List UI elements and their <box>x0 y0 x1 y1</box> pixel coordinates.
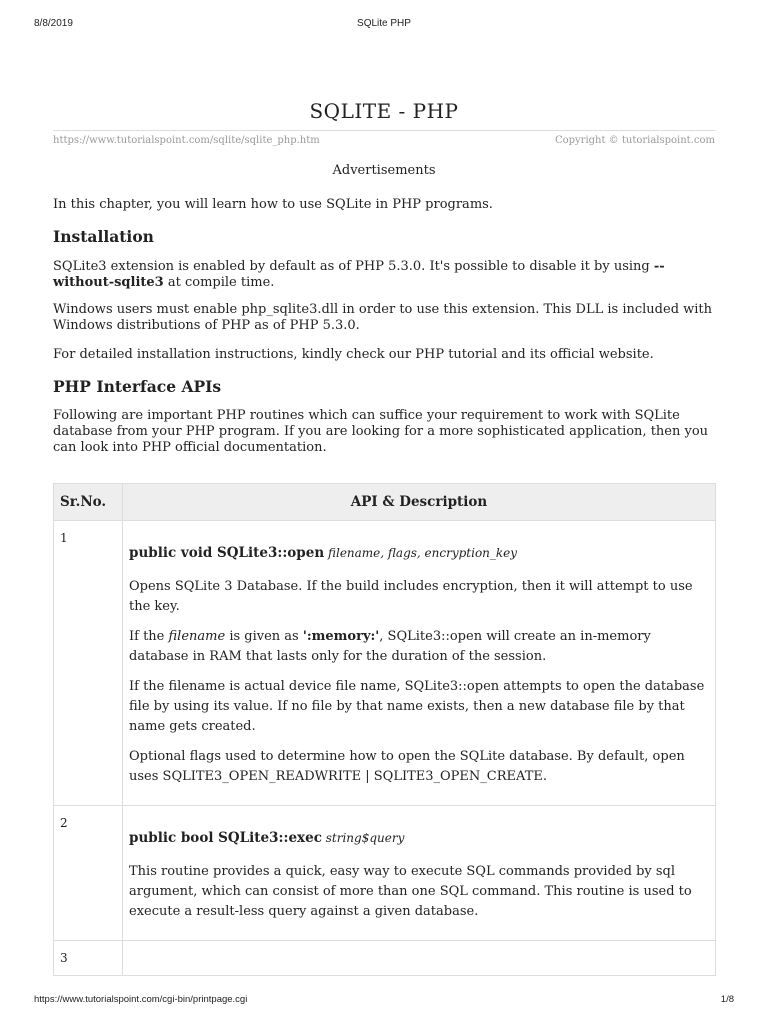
installation-p2 <box>53 302 715 334</box>
col-header-api: API & Description <box>123 484 716 521</box>
intro-text: In this chapter, you will learn how to use SQLite in PHP programs. <box>53 197 493 212</box>
print-title: SQLite PHP <box>357 18 411 29</box>
print-header <box>34 18 734 32</box>
source-row <box>53 130 715 151</box>
intro-paragraph <box>53 197 715 213</box>
table-row <box>54 806 716 941</box>
col-header-srno: Sr.No. <box>54 484 123 521</box>
install-p3-text: For detailed installation instructions, kindly check our PHP tutorial and its official website. <box>53 347 654 362</box>
copyright-notice: Copyright © tutorialspoint.com <box>554 135 715 146</box>
api-desc-p3: If the filename is actual device file name, SQLite3::open attempts to open the database file by using its value. If no file by that name exists, then a new database file by that name gets created. <box>129 679 705 734</box>
table-row <box>54 521 716 806</box>
api-description <box>123 941 716 976</box>
api-description <box>123 806 716 941</box>
table-header-row <box>54 484 716 521</box>
page-number: 1/8 <box>720 994 734 1005</box>
apis-intro-text: Following are important PHP routines which can suffice your requirement to work with SQLite database from your PHP program. If you are looking for a more sophisticated application, then you can look into PHP official documentation. <box>53 408 709 455</box>
table-row <box>54 941 716 976</box>
api-signature: public void SQLite3::open filename, flags, encryption_key <box>129 545 518 561</box>
row-number: 2 <box>54 806 123 941</box>
install-p2-text: Windows users must enable php_sqlite3.dll in order to use this extension. This DLL is included with Windows distributions of PHP as of PHP 5.3.0. <box>53 302 713 333</box>
api-desc-p1: Opens SQLite 3 Database. If the build includes encryption, then it will attempt to use the key. <box>129 579 693 614</box>
install-p1-text-b: at compile time. <box>163 275 275 290</box>
api-description <box>123 521 716 806</box>
print-footer <box>34 994 734 1008</box>
page-title: SQLITE - PHP <box>309 99 459 123</box>
installation-p3 <box>53 347 715 363</box>
install-p1-text-a: SQLite3 extension is enabled by default as of PHP 5.3.0. It's possible to disable it by using <box>53 259 654 274</box>
print-date: 8/8/2019 <box>34 18 73 29</box>
footer-url[interactable]: https://www.tutorialspoint.com/cgi-bin/printpage.cgi <box>34 994 248 1005</box>
apis-intro <box>53 408 715 456</box>
php-apis-heading: PHP Interface APIs <box>53 377 222 396</box>
api-signature: public bool SQLite3::exec string$query <box>129 830 405 846</box>
row-number: 3 <box>54 941 123 976</box>
api-desc-p1: This routine provides a quick, easy way to execute SQL commands provided by sql argument, which can consist of more than one SQL command. This routine is used to execute a result-less query against a given database. <box>129 864 692 919</box>
installation-heading: Installation <box>53 227 154 246</box>
installation-p1 <box>53 259 715 291</box>
api-desc-p4: Optional flags used to determine how to open the SQLite database. By default, open uses SQLITE3_OPEN_READWRITE | SQLITE3_OPEN_CREATE. <box>129 749 685 784</box>
advertisements-label: Advertisements <box>332 163 436 178</box>
api-table <box>53 483 716 976</box>
row-number: 1 <box>54 521 123 806</box>
without-sqlite3-flag: --without-sqlite3 <box>53 259 665 290</box>
api-desc-p2: If the filename is given as ':memory:', SQLite3::open will create an in-memory database in RAM that lasts only for the duration of the session. <box>129 629 651 664</box>
source-url[interactable]: https://www.tutorialspoint.com/sqlite/sqlite_php.htm <box>53 135 320 146</box>
